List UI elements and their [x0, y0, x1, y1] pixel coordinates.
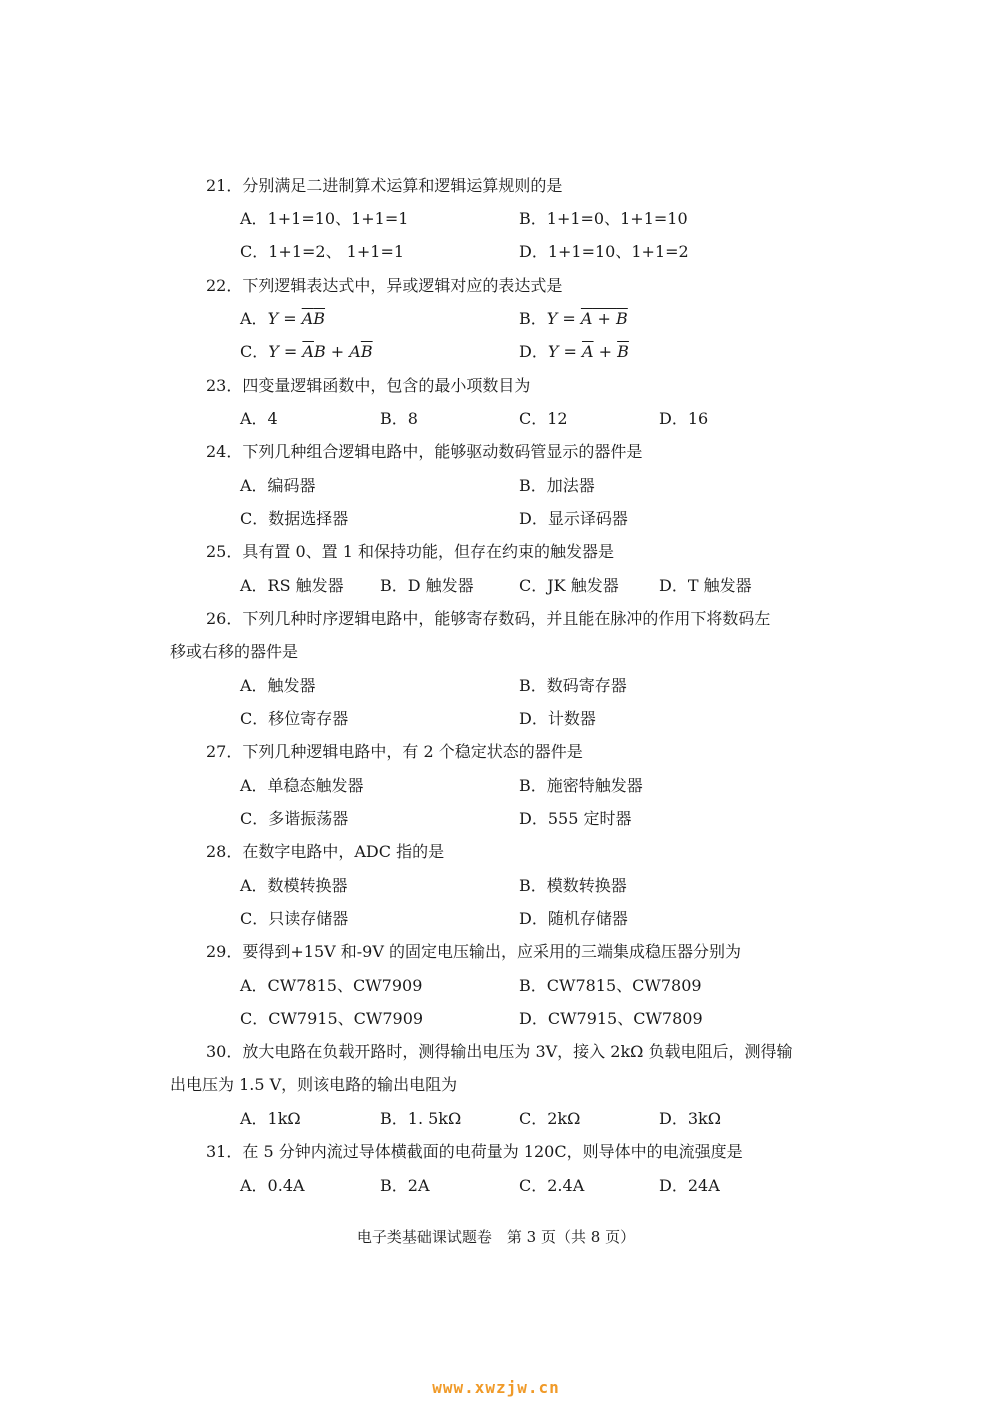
question-28-option-a: A．数模转换器: [240, 876, 348, 895]
question-31-option-c: C．2.4A: [519, 1176, 585, 1195]
question-25-option-a: A．RS 触发器: [240, 576, 344, 595]
question-27-option-b: B．施密特触发器: [519, 776, 643, 795]
question-31-option-d: D．24A: [659, 1176, 720, 1195]
question-27-option-d: D．555 定时器: [519, 809, 632, 828]
option-letter: C．: [240, 342, 269, 361]
page-footer: 电子类基础课试题卷 第 3 页（共 8 页）: [356, 1228, 636, 1246]
formula-a: Y = AB: [267, 309, 326, 328]
option-letter: B．: [519, 309, 547, 328]
question-29-option-c: C．CW7915、CW7909: [240, 1009, 424, 1028]
question-27-option-c: C．多谐振荡器: [240, 809, 349, 828]
question-21-option-d: D．1+1=10、1+1=2: [519, 242, 689, 261]
question-29-option-b: B．CW7815、CW7809: [519, 976, 702, 995]
question-21-option-a: A．1+1=10、1+1=1: [240, 209, 409, 228]
question-27-option-a: A．单稳态触发器: [240, 776, 364, 795]
question-27-stem: 27．下列几种逻辑电路中，有 2 个稳定状态的器件是: [206, 742, 583, 761]
question-23-option-a: A．4: [240, 409, 278, 428]
question-24-option-b: B．加法器: [519, 476, 595, 495]
question-29-stem: 29．要得到+15V 和-9V 的固定电压输出，应采用的三端集成稳压器分别为: [206, 942, 741, 961]
question-21-stem: 21．分别满足二进制算术运算和逻辑运算规则的是: [206, 176, 563, 195]
question-23-option-b: B．8: [380, 409, 418, 428]
question-26-option-c: C．移位寄存器: [240, 709, 349, 728]
question-28-option-c: C．只读存储器: [240, 909, 349, 928]
option-letter: A．: [240, 309, 268, 328]
question-24-option-a: A．编码器: [240, 476, 316, 495]
formula-c: $Y = \overline{A}B + A\overline{B}$: [268, 342, 373, 361]
question-24-option-d: D．显示译码器: [519, 509, 628, 528]
question-28-option-d: D．随机存储器: [519, 909, 628, 928]
question-25-option-d: D．T 触发器: [659, 576, 752, 595]
question-25-option-b: B．D 触发器: [380, 576, 474, 595]
question-23-option-d: D．16: [659, 409, 709, 428]
question-30-option-d: D．3kΩ: [659, 1109, 721, 1128]
question-31-option-a: A．0.4A: [240, 1176, 305, 1195]
question-21-option-c: C．1+1=2、 1+1=1: [240, 242, 405, 261]
question-28-stem: 28．在数字电路中，ADC 指的是: [206, 842, 445, 861]
formula-d: $Y = \overline{A} + \overline{B}$: [547, 342, 629, 361]
option-letter: D．: [519, 342, 548, 361]
question-30-option-c: C．2kΩ: [519, 1109, 581, 1128]
question-22-stem: 22．下列逻辑表达式中，异或逻辑对应的表达式是: [206, 276, 563, 295]
question-24-stem: 24．下列几种组合逻辑电路中，能够驱动数码管显示的器件是: [206, 442, 643, 461]
question-24-option-c: C．数据选择器: [240, 509, 349, 528]
question-30-stem: 30．放大电路在负载开路时，测得输出电压为 3V，接入 2kΩ 负载电阻后，测得输: [206, 1042, 793, 1061]
question-25-option-c: C．JK 触发器: [519, 576, 619, 595]
formula-b: Y = A + B: [546, 309, 628, 328]
question-26-option-a: A．触发器: [240, 676, 316, 695]
question-23-option-c: C．12: [519, 409, 568, 428]
watermark: www.xwzjw.cn: [432, 1378, 560, 1397]
question-29-option-d: D．CW7915、CW7809: [519, 1009, 703, 1028]
question-30-option-b: B．1. 5kΩ: [380, 1109, 462, 1128]
question-26-stem: 26．下列几种时序逻辑电路中，能够寄存数码，并且能在脉冲的作用下将数码左: [206, 609, 771, 628]
question-26-stem-continued: 移或右移的器件是: [170, 642, 299, 661]
question-26-option-b: B．数码寄存器: [519, 676, 627, 695]
question-30-option-a: A．1kΩ: [240, 1109, 301, 1128]
question-22-option-a: [240, 309, 325, 329]
question-21-option-b: B．1+1=0、1+1=10: [519, 209, 688, 228]
question-22-option-d: [519, 342, 629, 362]
question-22-option-c: [240, 342, 373, 362]
question-22-option-b: [519, 309, 628, 329]
question-29-option-a: A．CW7815、CW7909: [240, 976, 423, 995]
question-25-stem: 25．具有置 0、置 1 和保持功能，但存在约束的触发器是: [206, 542, 614, 561]
question-28-option-b: B．模数转换器: [519, 876, 627, 895]
question-30-stem-continued: 出电压为 1.5 V，则该电路的输出电阻为: [170, 1075, 458, 1094]
question-23-stem: 23．四变量逻辑函数中，包含的最小项数目为: [206, 376, 531, 395]
question-31-stem: 31．在 5 分钟内流过导体横截面的电荷量为 120C，则导体中的电流强度是: [206, 1142, 743, 1161]
question-26-option-d: D．计数器: [519, 709, 596, 728]
question-31-option-b: B．2A: [380, 1176, 430, 1195]
